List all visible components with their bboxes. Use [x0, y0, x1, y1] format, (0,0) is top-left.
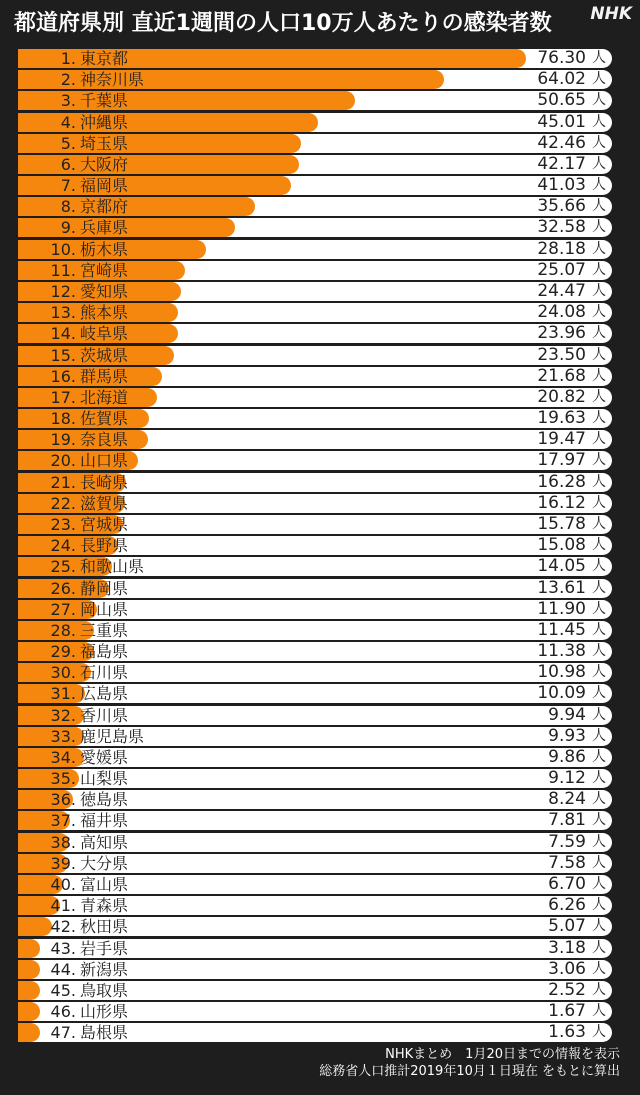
- prefecture-label: 三重県: [80, 620, 129, 640]
- bar-label: [22, 324, 128, 343]
- bar-row: [18, 49, 612, 68]
- unit-label: 人: [592, 346, 606, 363]
- prefecture-label: 宮崎県: [80, 260, 129, 280]
- value-label: 35.66: [537, 196, 586, 217]
- bar-label: [22, 790, 128, 809]
- prefecture-label: 山形県: [80, 1002, 129, 1022]
- bar-label: [22, 896, 128, 915]
- unit-label: 人: [592, 113, 606, 130]
- bar-label: [22, 579, 128, 598]
- prefecture-label: 新潟県: [80, 959, 129, 979]
- source-line-1: NHKまとめ 1月20日までの情報を表示: [385, 1047, 620, 1062]
- prefecture-label: 徳島県: [80, 790, 129, 810]
- bar-label: [22, 367, 128, 386]
- bar-label: [22, 240, 128, 259]
- nhk-logo: NHK: [590, 4, 632, 24]
- prefecture-label: 沖縄県: [80, 112, 129, 132]
- source-line-2: 総務省人口推計2019年10月１日現在 をもとに算出: [319, 1064, 620, 1079]
- bar-row: [18, 790, 612, 809]
- unit-label: 人: [592, 685, 606, 702]
- bar-label: [22, 473, 128, 492]
- rank-label: 44.: [50, 959, 76, 979]
- bar-row: [18, 811, 612, 830]
- rank-label: 45.: [50, 980, 76, 1000]
- rank-label: 7.: [60, 176, 76, 196]
- value-label: 23.50: [537, 344, 586, 365]
- unit-label: 人: [592, 304, 606, 321]
- prefecture-label: 山口県: [80, 451, 129, 471]
- rank-label: 10.: [50, 239, 76, 259]
- bar-label: [22, 557, 144, 576]
- unit-label: 人: [592, 515, 606, 532]
- unit-label: 人: [592, 198, 606, 215]
- rank-label: 6.: [60, 154, 76, 174]
- value-label: 9.12: [548, 768, 586, 789]
- bar-label: [22, 536, 128, 555]
- rank-label: 2.: [60, 70, 76, 90]
- bar-row: [18, 642, 612, 661]
- bar-row: [18, 727, 612, 746]
- unit-label: 人: [592, 770, 606, 787]
- bar-row: [18, 134, 612, 153]
- unit-label: 人: [592, 537, 606, 554]
- bar-label: [22, 600, 128, 619]
- unit-label: 人: [592, 981, 606, 998]
- bar-label: [22, 91, 128, 110]
- rank-label: 29.: [50, 642, 76, 662]
- unit-label: 人: [592, 240, 606, 257]
- bar-row: [18, 833, 612, 852]
- unit-label: 人: [592, 388, 606, 405]
- prefecture-label: 島根県: [80, 1023, 129, 1043]
- unit-label: 人: [592, 727, 606, 744]
- unit-label: 人: [592, 50, 606, 66]
- prefecture-label: 青森県: [80, 896, 129, 916]
- unit-label: 人: [592, 706, 606, 723]
- bar-label: [22, 261, 128, 280]
- bar-row: [18, 579, 612, 598]
- prefecture-label: 茨城県: [80, 345, 129, 365]
- bar-label: [22, 854, 128, 873]
- bar-row: [18, 324, 612, 343]
- value-label: 11.38: [537, 641, 586, 662]
- unit-label: 人: [592, 452, 606, 469]
- bar-row: [18, 430, 612, 449]
- rank-label: 26.: [50, 578, 76, 598]
- rank-label: 20.: [50, 451, 76, 471]
- prefecture-label: 愛媛県: [80, 747, 129, 767]
- bar-label: [22, 748, 128, 767]
- unit-label: 人: [592, 854, 606, 871]
- unit-label: 人: [592, 897, 606, 914]
- bar-label: [22, 960, 128, 979]
- bar-label: [22, 981, 128, 1000]
- bar-label: [22, 451, 128, 470]
- value-label: 19.63: [537, 408, 586, 429]
- rank-label: 15.: [50, 345, 76, 365]
- bar-label: [22, 663, 128, 682]
- prefecture-label: 石川県: [80, 663, 129, 683]
- prefecture-label: 岩手県: [80, 938, 129, 958]
- bar-row: [18, 515, 612, 534]
- rank-label: 30.: [50, 663, 76, 683]
- bar-row: [18, 536, 612, 555]
- bar-label: [22, 113, 128, 132]
- bar-label: [22, 176, 128, 195]
- bar-row: [18, 155, 612, 174]
- bar-row: [18, 367, 612, 386]
- unit-label: 人: [592, 876, 606, 893]
- bar-row: [18, 896, 612, 915]
- unit-label: 人: [592, 918, 606, 935]
- rank-label: 39.: [50, 853, 76, 873]
- bar-label: [22, 388, 128, 407]
- unit-label: 人: [592, 261, 606, 278]
- value-label: 24.47: [537, 280, 586, 301]
- value-label: 5.07: [548, 916, 586, 937]
- value-label: 6.70: [548, 874, 586, 895]
- bar-row: [18, 451, 612, 470]
- rank-label: 4.: [60, 112, 76, 132]
- bar-label: [22, 515, 128, 534]
- rank-label: 47.: [50, 1023, 76, 1043]
- bar-label: [22, 727, 144, 746]
- bar-row: [18, 346, 612, 365]
- bar-row: [18, 1002, 612, 1021]
- unit-label: 人: [592, 643, 606, 660]
- value-label: 1.63: [548, 1022, 586, 1043]
- bar-label: [22, 409, 128, 428]
- value-label: 8.24: [548, 789, 586, 810]
- rank-label: 41.: [50, 896, 76, 916]
- value-label: 1.67: [548, 1001, 586, 1022]
- prefecture-label: 長野県: [80, 536, 129, 556]
- unit-label: 人: [592, 621, 606, 638]
- value-label: 28.18: [537, 238, 586, 259]
- rank-label: 43.: [50, 938, 76, 958]
- rank-label: 34.: [50, 747, 76, 767]
- value-label: 2.52: [548, 979, 586, 1000]
- rank-label: 40.: [50, 875, 76, 895]
- bar-row: [18, 960, 612, 979]
- rank-label: 27.: [50, 599, 76, 619]
- bar-row: [18, 240, 612, 259]
- prefecture-label: 香川県: [80, 705, 129, 725]
- bar-label: [22, 684, 128, 703]
- unit-label: 人: [592, 219, 606, 236]
- bar-row: [18, 706, 612, 725]
- bar-label: [22, 282, 128, 301]
- bar-label: [22, 811, 128, 830]
- bar-row: [18, 875, 612, 894]
- bar-row: [18, 981, 612, 1000]
- prefecture-label: 長崎県: [80, 472, 129, 492]
- value-label: 9.93: [548, 725, 586, 746]
- rank-label: 16.: [50, 366, 76, 386]
- bar-label: [22, 875, 128, 894]
- prefecture-label: 兵庫県: [80, 218, 129, 238]
- unit-label: 人: [592, 282, 606, 299]
- rank-label: 18.: [50, 409, 76, 429]
- bar-row: [18, 218, 612, 237]
- bar-row: [18, 494, 612, 513]
- unit-label: 人: [592, 1024, 606, 1041]
- rank-label: 23.: [50, 514, 76, 534]
- bar-label: [22, 49, 128, 68]
- bar-label: [22, 218, 128, 237]
- bar-row: [18, 388, 612, 407]
- prefecture-label: 千葉県: [80, 91, 129, 111]
- unit-label: 人: [592, 325, 606, 342]
- value-label: 32.58: [537, 217, 586, 238]
- prefecture-label: 富山県: [80, 875, 129, 895]
- unit-label: 人: [592, 155, 606, 172]
- unit-label: 人: [592, 833, 606, 850]
- value-label: 25.07: [537, 259, 586, 280]
- bar-label: [22, 303, 128, 322]
- prefecture-label: 福島県: [80, 642, 129, 662]
- bar-label: [22, 197, 128, 216]
- unit-label: 人: [592, 1003, 606, 1020]
- unit-label: 人: [592, 177, 606, 194]
- prefecture-label: 群馬県: [80, 366, 129, 386]
- value-label: 19.47: [537, 429, 586, 450]
- rank-label: 22.: [50, 493, 76, 513]
- unit-label: 人: [592, 134, 606, 151]
- prefecture-label: 岡山県: [80, 599, 129, 619]
- bar-label: [22, 1023, 128, 1042]
- bar-row: [18, 91, 612, 110]
- prefecture-label: 鹿児島県: [80, 726, 145, 746]
- value-label: 16.12: [537, 492, 586, 513]
- value-label: 42.17: [537, 153, 586, 174]
- unit-label: 人: [592, 367, 606, 384]
- prefecture-label: 埼玉県: [80, 133, 129, 153]
- bar-row: [18, 854, 612, 873]
- prefecture-label: 京都府: [80, 197, 129, 217]
- value-label: 42.46: [537, 132, 586, 153]
- rank-label: 11.: [50, 260, 76, 280]
- rank-label: 19.: [50, 430, 76, 450]
- value-label: 41.03: [537, 175, 586, 196]
- bar-row: [18, 600, 612, 619]
- rank-label: 1.: [60, 49, 76, 68]
- unit-label: 人: [592, 558, 606, 575]
- value-label: 7.58: [548, 852, 586, 873]
- chart-title: 都道府県別 直近1週間の人口10万人あたりの感染者数: [14, 10, 552, 36]
- prefecture-label: 滋賀県: [80, 493, 129, 513]
- bar-row: [18, 684, 612, 703]
- bar-row: [18, 409, 612, 428]
- prefecture-label: 東京都: [80, 49, 129, 68]
- bar-row: [18, 557, 612, 576]
- value-label: 7.81: [548, 810, 586, 831]
- bar-row: [18, 1023, 612, 1042]
- prefecture-label: 秋田県: [80, 917, 129, 937]
- rank-label: 5.: [60, 133, 76, 153]
- prefecture-label: 福井県: [80, 811, 129, 831]
- value-label: 6.26: [548, 895, 586, 916]
- bar-row: [18, 621, 612, 640]
- bar-label: [22, 939, 128, 958]
- bar-row: [18, 70, 612, 89]
- bar-label: [22, 346, 128, 365]
- value-label: 24.08: [537, 302, 586, 323]
- value-label: 7.59: [548, 831, 586, 852]
- rank-label: 42.: [50, 917, 76, 937]
- bar-row: [18, 473, 612, 492]
- unit-label: 人: [592, 791, 606, 808]
- bar-row: [18, 113, 612, 132]
- value-label: 17.97: [537, 450, 586, 471]
- prefecture-label: 和歌山県: [80, 557, 145, 577]
- bar-label: [22, 155, 128, 174]
- bar-row: [18, 748, 612, 767]
- value-label: 9.94: [548, 704, 586, 725]
- prefecture-label: 大阪府: [80, 154, 129, 174]
- unit-label: 人: [592, 473, 606, 490]
- rank-label: 3.: [60, 91, 76, 111]
- unit-label: 人: [592, 579, 606, 596]
- rank-label: 24.: [50, 536, 76, 556]
- bar-row: [18, 282, 612, 301]
- value-label: 11.45: [537, 619, 586, 640]
- prefecture-label: 神奈川県: [80, 70, 145, 90]
- rank-label: 21.: [50, 472, 76, 492]
- rank-label: 38.: [50, 832, 76, 852]
- bar-row: [18, 663, 612, 682]
- bar-label: [22, 1002, 128, 1021]
- unit-label: 人: [592, 494, 606, 511]
- value-label: 20.82: [537, 386, 586, 407]
- bar-label: [22, 769, 128, 788]
- rank-label: 12.: [50, 281, 76, 301]
- rank-label: 28.: [50, 620, 76, 640]
- value-label: 50.65: [537, 90, 586, 111]
- bar-label: [22, 430, 128, 449]
- bar-row: [18, 769, 612, 788]
- bar-label: [22, 833, 128, 852]
- unit-label: 人: [592, 960, 606, 977]
- value-label: 45.01: [537, 111, 586, 132]
- unit-label: 人: [592, 410, 606, 427]
- unit-label: 人: [592, 664, 606, 681]
- prefecture-label: 静岡県: [80, 578, 129, 598]
- value-label: 13.61: [537, 577, 586, 598]
- source-note: [319, 1046, 620, 1080]
- unit-label: 人: [592, 748, 606, 765]
- value-label: 3.18: [548, 937, 586, 958]
- prefecture-label: 佐賀県: [80, 409, 129, 429]
- value-label: 15.78: [537, 513, 586, 534]
- value-label: 11.90: [537, 598, 586, 619]
- bar-label: [22, 494, 128, 513]
- prefecture-label: 北海道: [80, 387, 129, 407]
- value-label: 16.28: [537, 471, 586, 492]
- rank-label: 8.: [60, 197, 76, 217]
- bar-row: [18, 939, 612, 958]
- value-label: 21.68: [537, 365, 586, 386]
- value-label: 15.08: [537, 535, 586, 556]
- value-label: 10.09: [537, 683, 586, 704]
- value-label: 76.30: [537, 48, 586, 68]
- prefecture-label: 福岡県: [80, 176, 129, 196]
- prefecture-label: 山梨県: [80, 769, 129, 789]
- bar-row: [18, 176, 612, 195]
- bar-row: [18, 197, 612, 216]
- prefecture-label: 栃木県: [80, 239, 129, 259]
- value-label: 14.05: [537, 556, 586, 577]
- prefecture-label: 広島県: [80, 684, 129, 704]
- bar-label: [22, 642, 128, 661]
- prefecture-label: 大分県: [80, 853, 129, 873]
- unit-label: 人: [592, 71, 606, 88]
- unit-label: 人: [592, 600, 606, 617]
- value-label: 23.96: [537, 323, 586, 344]
- rank-label: 33.: [50, 726, 76, 746]
- prefecture-label: 岐阜県: [80, 324, 129, 344]
- value-label: 3.06: [548, 958, 586, 979]
- prefecture-label: 鳥取県: [80, 980, 129, 1000]
- value-label: 9.86: [548, 746, 586, 767]
- rank-label: 46.: [50, 1002, 76, 1022]
- bar-row: [18, 303, 612, 322]
- bar-row: [18, 261, 612, 280]
- value-label: 10.98: [537, 662, 586, 683]
- rank-label: 37.: [50, 811, 76, 831]
- bar-label: [22, 621, 128, 640]
- prefecture-label: 宮城県: [80, 514, 129, 534]
- unit-label: 人: [592, 431, 606, 448]
- rank-label: 31.: [50, 684, 76, 704]
- prefecture-label: 高知県: [80, 832, 129, 852]
- bar-label: [22, 917, 128, 936]
- unit-label: 人: [592, 92, 606, 109]
- bar-label: [22, 706, 128, 725]
- prefecture-label: 熊本県: [80, 303, 129, 323]
- rank-label: 9.: [60, 218, 76, 238]
- rank-label: 25.: [50, 557, 76, 577]
- rank-label: 17.: [50, 387, 76, 407]
- value-label: 64.02: [537, 69, 586, 90]
- rank-label: 36.: [50, 790, 76, 810]
- bar-label: [22, 134, 128, 153]
- unit-label: 人: [592, 812, 606, 829]
- bar-row: [18, 917, 612, 936]
- rank-label: 32.: [50, 705, 76, 725]
- prefecture-label: 奈良県: [80, 430, 129, 450]
- unit-label: 人: [592, 939, 606, 956]
- prefecture-label: 愛知県: [80, 281, 129, 301]
- rank-label: 14.: [50, 324, 76, 344]
- bar-label: [22, 70, 144, 89]
- rank-label: 35.: [50, 769, 76, 789]
- rank-label: 13.: [50, 303, 76, 323]
